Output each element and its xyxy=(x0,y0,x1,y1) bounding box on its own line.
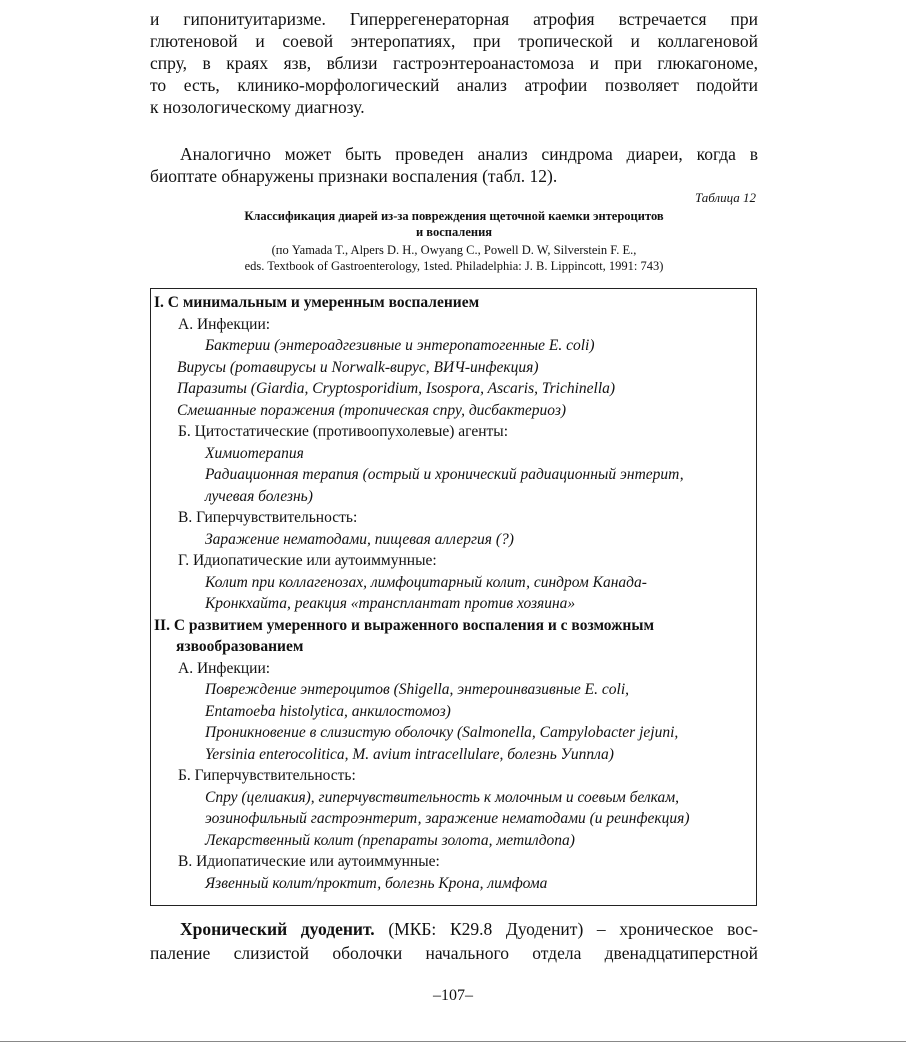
table-label: Таблица 12 xyxy=(694,190,756,205)
heading-rest: (МКБ: К29.8 Дуоденит) – хроническое вос- xyxy=(374,919,758,939)
text-line: и гипонитуитаризме. Гиперрегенераторная атрофия встречается при xyxy=(150,9,758,29)
table-item: Повреждение энтероцитов (Shigella, энтероинвазивные E. coli, xyxy=(205,681,630,698)
table-item: лучевая болезнь) xyxy=(205,487,313,505)
table-title-line: Классификация диарей из-за повреждения щеточной каемки энтероцитов xyxy=(244,209,664,223)
text-line xyxy=(150,917,758,941)
table-title xyxy=(150,208,758,240)
table-item: Паразиты (Giardia, Cryptosporidium, Isospora, Ascaris, Trichinella) xyxy=(177,380,616,397)
table-section-heading: I. С минимальным и умеренным воспалением xyxy=(154,294,480,311)
table-title-line: и воспаления xyxy=(415,225,493,239)
text-line: глютеновой и соевой энтеропатиях, при тропической и коллагеновой xyxy=(150,31,758,51)
table-source xyxy=(150,242,758,274)
table-section-heading: II. С развитием умеренного и выраженного воспаления и с возможным xyxy=(154,616,655,634)
table-source-line: eds. Textbook of Gastroenterology, 1sted. Philadelphia: J. B. Lippincott, 1991: 743) xyxy=(244,259,664,273)
table-item: Колит при коллагенозах, лимфоцитарный колит, синдром Канада- xyxy=(205,573,647,591)
table-item: Заражение нематодами, пищевая аллергия (?) xyxy=(205,530,514,548)
text-line: паление слизистой оболочки начального отдела двенадцатиперстной xyxy=(150,943,758,963)
table-subsection-heading: Б. Цитостатические (противоопухолевые) агенты: xyxy=(178,423,509,440)
table-item: Вирусы (ротавирусы и Norwalk-вирус, ВИЧ-инфекция) xyxy=(177,358,539,376)
table-item: Yersinia enterocolitica, M. avium intracellulare, болезнь Уиппла) xyxy=(205,745,614,763)
text-line: Аналогично может быть проведен анализ синдрома диареи, когда в xyxy=(180,144,758,164)
table-section-heading: язвообразованием xyxy=(176,638,304,655)
table-subsection-heading: А. Инфекции: xyxy=(178,659,271,677)
table-item: Спру (целиакия), гиперчувствительность к молочным и соевым белкам, xyxy=(205,788,680,806)
table-item: Entamoeba histolytica, анкилостомоз) xyxy=(205,702,451,720)
table-subsection-heading: А. Инфекции: xyxy=(178,315,271,333)
table-source-line: (по Yamada T., Alpers D. H., Owyang C., Powell D. W, Silverstein F. E., xyxy=(271,243,637,257)
table-item: Бактерии (энтероадгезивные и энтеропатогенные E. coli) xyxy=(205,337,595,354)
table-subsection-heading: Б. Гиперчувствительность: xyxy=(178,767,356,784)
table-item: Лекарственный колит (препараты золота, метилдопа) xyxy=(205,831,575,849)
text-line: спру, в краях язв, вблизи гастроэнтероанастомоза и при глюкагономе, xyxy=(150,53,758,73)
section-heading: Хронический дуоденит. xyxy=(180,919,375,939)
table-item: Проникновение в слизистую оболочку (Salmonella, Campylobacter jejuni, xyxy=(205,724,679,741)
page-bottom-rule xyxy=(0,1041,906,1042)
text-line: к нозологическому диагнозу. xyxy=(150,97,365,117)
table-item: Язвенный колит/проктит, болезнь Крона, лимфома xyxy=(205,874,548,892)
table-subsection-heading: В. Идиопатические или аутоиммунные: xyxy=(178,853,440,870)
page-number: –107– xyxy=(433,987,473,1004)
table-item: эозинофильный гастроэнтерит, заражение нематодами (и реинфекция) xyxy=(205,810,690,827)
analysis-paragraph xyxy=(150,143,758,187)
table-item: Радиационная терапия (острый и хронический радиационный энтерит, xyxy=(205,466,684,483)
duodenitis-paragraph xyxy=(150,917,758,965)
table-subsection-heading: Г. Идиопатические или аутоиммунные: xyxy=(178,552,437,569)
table-subsection-heading: В. Гиперчувствительность: xyxy=(178,509,358,526)
intro-paragraph xyxy=(150,8,758,118)
table-item: Химиотерапия xyxy=(205,444,304,462)
table-item: Смешанные поражения (тропическая спру, дисбактериоз) xyxy=(177,401,567,419)
table-item: Кронкхайта, реакция «трансплантат против хозяина» xyxy=(205,595,576,612)
text-line: биоптате обнаружены признаки воспаления (табл. 12). xyxy=(150,166,558,186)
text-line: то есть, клинико-морфологический анализ атрофии позволяет подойти xyxy=(150,75,758,95)
